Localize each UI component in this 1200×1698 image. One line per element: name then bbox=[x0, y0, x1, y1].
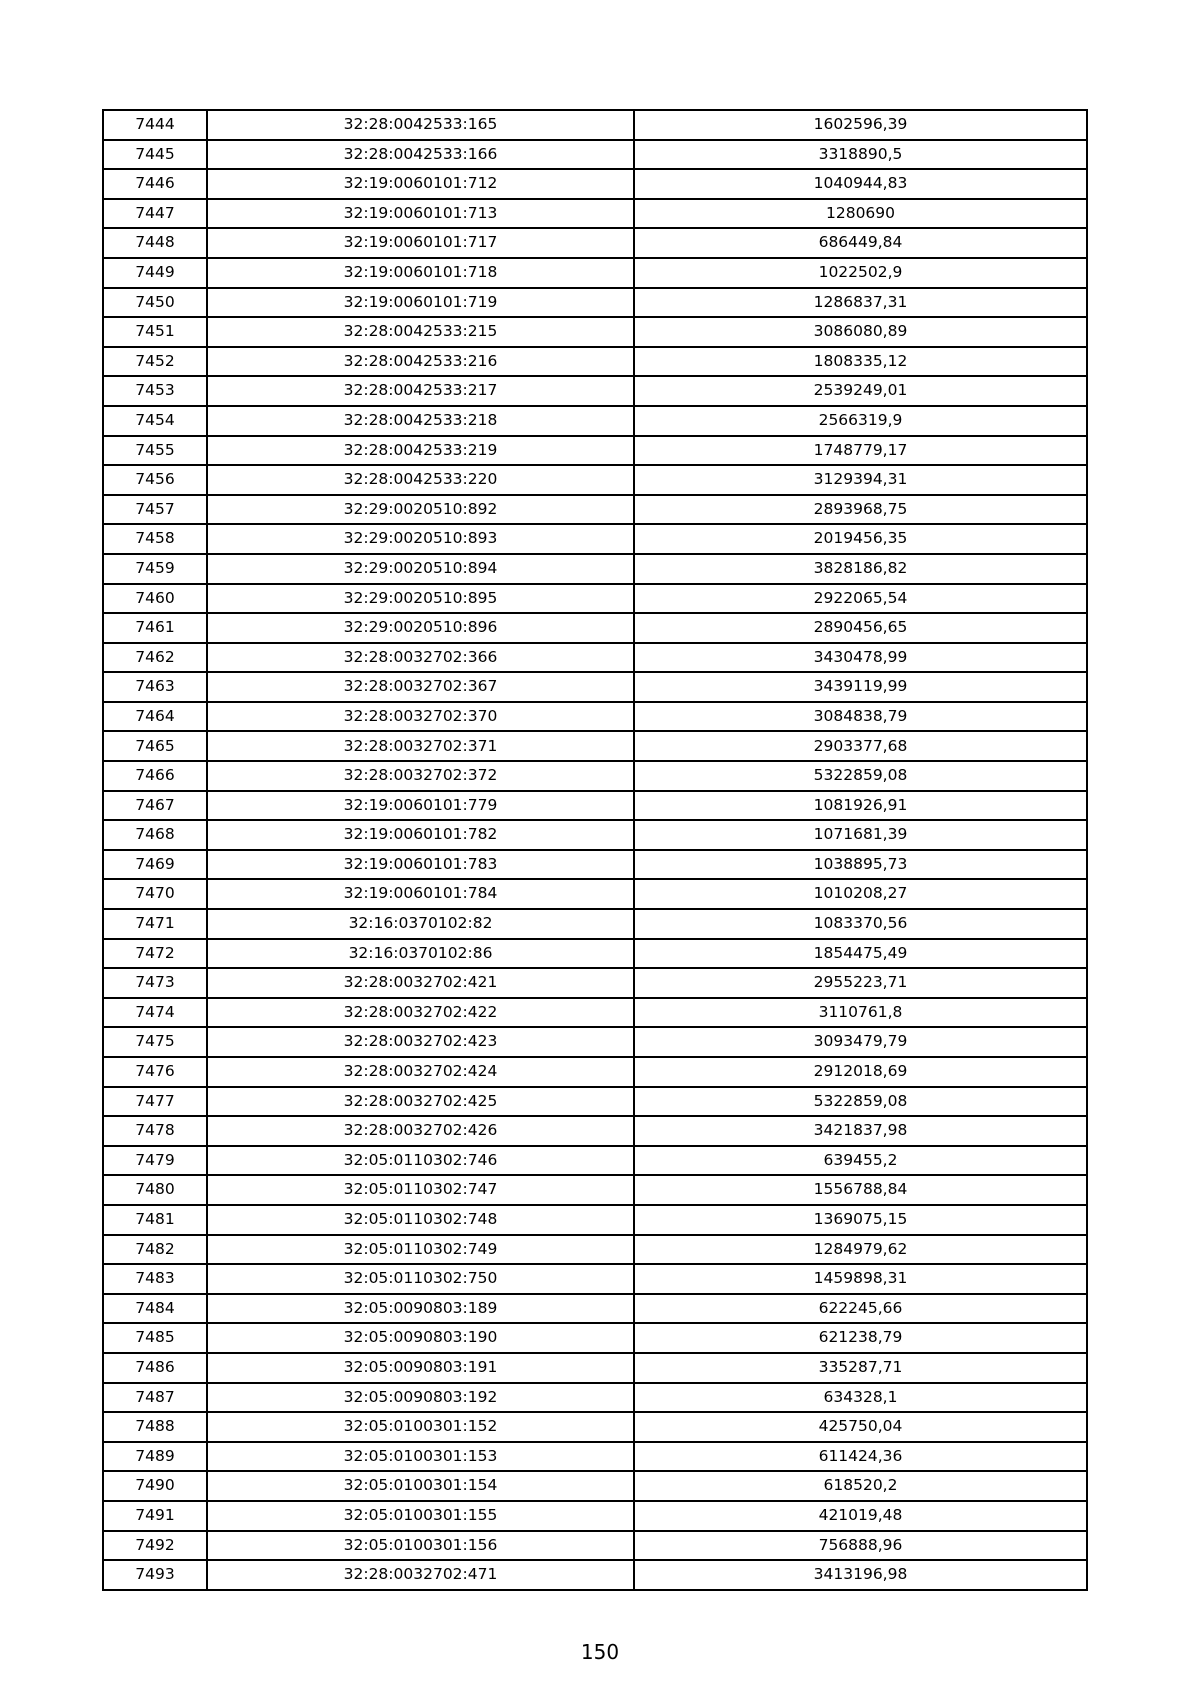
cadastral-number-cell: 32:28:0032702:372 bbox=[207, 761, 634, 791]
table-row bbox=[103, 939, 1087, 969]
value-cell: 1010208,27 bbox=[634, 879, 1087, 909]
row-number-cell: 7481 bbox=[103, 1205, 207, 1235]
table-row bbox=[103, 169, 1087, 199]
cadastral-number-cell: 32:05:0110302:746 bbox=[207, 1146, 634, 1176]
table-row bbox=[103, 1087, 1087, 1117]
table-row bbox=[103, 1501, 1087, 1531]
table-row bbox=[103, 761, 1087, 791]
row-number-cell: 7452 bbox=[103, 347, 207, 377]
value-cell: 634328,1 bbox=[634, 1383, 1087, 1413]
table-row bbox=[103, 1471, 1087, 1501]
table-row bbox=[103, 228, 1087, 258]
row-number-cell: 7471 bbox=[103, 909, 207, 939]
table-row bbox=[103, 850, 1087, 880]
cadastral-number-cell: 32:28:0032702:367 bbox=[207, 672, 634, 702]
row-number-cell: 7479 bbox=[103, 1146, 207, 1176]
table-row bbox=[103, 820, 1087, 850]
row-number-cell: 7444 bbox=[103, 110, 207, 140]
value-cell: 611424,36 bbox=[634, 1442, 1087, 1472]
cadastral-number-cell: 32:19:0060101:717 bbox=[207, 228, 634, 258]
value-cell: 1556788,84 bbox=[634, 1175, 1087, 1205]
cadastral-number-cell: 32:05:0110302:750 bbox=[207, 1264, 634, 1294]
cadastral-number-cell: 32:19:0060101:712 bbox=[207, 169, 634, 199]
value-cell: 5322859,08 bbox=[634, 761, 1087, 791]
cadastral-number-cell: 32:28:0032702:371 bbox=[207, 731, 634, 761]
cadastral-number-cell: 32:05:0090803:192 bbox=[207, 1383, 634, 1413]
row-number-cell: 7469 bbox=[103, 850, 207, 880]
value-cell: 1071681,39 bbox=[634, 820, 1087, 850]
table-row bbox=[103, 584, 1087, 614]
cadastral-number-cell: 32:05:0100301:156 bbox=[207, 1531, 634, 1561]
cadastral-number-cell: 32:28:0042533:219 bbox=[207, 436, 634, 466]
table-row bbox=[103, 347, 1087, 377]
row-number-cell: 7475 bbox=[103, 1027, 207, 1057]
row-number-cell: 7465 bbox=[103, 731, 207, 761]
value-cell: 3421837,98 bbox=[634, 1116, 1087, 1146]
row-number-cell: 7484 bbox=[103, 1294, 207, 1324]
cadastral-number-cell: 32:05:0110302:747 bbox=[207, 1175, 634, 1205]
table-row bbox=[103, 554, 1087, 584]
table-row bbox=[103, 140, 1087, 170]
row-number-cell: 7478 bbox=[103, 1116, 207, 1146]
value-cell: 1081926,91 bbox=[634, 791, 1087, 821]
cadastral-number-cell: 32:19:0060101:718 bbox=[207, 258, 634, 288]
row-number-cell: 7480 bbox=[103, 1175, 207, 1205]
cadastral-number-cell: 32:05:0100301:152 bbox=[207, 1412, 634, 1442]
table-row bbox=[103, 465, 1087, 495]
cadastral-number-cell: 32:05:0100301:155 bbox=[207, 1501, 634, 1531]
value-cell: 3084838,79 bbox=[634, 702, 1087, 732]
row-number-cell: 7488 bbox=[103, 1412, 207, 1442]
table-row bbox=[103, 110, 1087, 140]
cadastral-number-cell: 32:28:0032702:423 bbox=[207, 1027, 634, 1057]
cadastral-number-cell: 32:29:0020510:896 bbox=[207, 613, 634, 643]
cadastral-number-cell: 32:28:0042533:220 bbox=[207, 465, 634, 495]
cadastral-number-cell: 32:28:0042533:165 bbox=[207, 110, 634, 140]
table-row bbox=[103, 258, 1087, 288]
row-number-cell: 7486 bbox=[103, 1353, 207, 1383]
cadastral-number-cell: 32:28:0042533:217 bbox=[207, 376, 634, 406]
row-number-cell: 7474 bbox=[103, 998, 207, 1028]
row-number-cell: 7485 bbox=[103, 1323, 207, 1353]
row-number-cell: 7482 bbox=[103, 1235, 207, 1265]
cadastral-number-cell: 32:28:0032702:424 bbox=[207, 1057, 634, 1087]
value-cell: 1083370,56 bbox=[634, 909, 1087, 939]
value-cell: 2912018,69 bbox=[634, 1057, 1087, 1087]
row-number-cell: 7468 bbox=[103, 820, 207, 850]
cadastral-number-cell: 32:29:0020510:895 bbox=[207, 584, 634, 614]
table-row bbox=[103, 1323, 1087, 1353]
cadastral-number-cell: 32:05:0110302:749 bbox=[207, 1235, 634, 1265]
row-number-cell: 7467 bbox=[103, 791, 207, 821]
table-row bbox=[103, 1294, 1087, 1324]
cadastral-number-cell: 32:29:0020510:892 bbox=[207, 495, 634, 525]
row-number-cell: 7460 bbox=[103, 584, 207, 614]
table-row bbox=[103, 672, 1087, 702]
cadastral-number-cell: 32:29:0020510:893 bbox=[207, 524, 634, 554]
value-cell: 618520,2 bbox=[634, 1471, 1087, 1501]
table-row bbox=[103, 1205, 1087, 1235]
value-cell: 3129394,31 bbox=[634, 465, 1087, 495]
table-row bbox=[103, 495, 1087, 525]
table-row bbox=[103, 1383, 1087, 1413]
row-number-cell: 7489 bbox=[103, 1442, 207, 1472]
cadastral-number-cell: 32:19:0060101:713 bbox=[207, 199, 634, 229]
row-number-cell: 7491 bbox=[103, 1501, 207, 1531]
row-number-cell: 7472 bbox=[103, 939, 207, 969]
value-cell: 1369075,15 bbox=[634, 1205, 1087, 1235]
table-row bbox=[103, 613, 1087, 643]
cadastral-number-cell: 32:19:0060101:783 bbox=[207, 850, 634, 880]
row-number-cell: 7473 bbox=[103, 968, 207, 998]
cadastral-number-cell: 32:05:0100301:153 bbox=[207, 1442, 634, 1472]
value-cell: 2539249,01 bbox=[634, 376, 1087, 406]
row-number-cell: 7455 bbox=[103, 436, 207, 466]
value-cell: 2955223,71 bbox=[634, 968, 1087, 998]
value-cell: 756888,96 bbox=[634, 1531, 1087, 1561]
cadastral-number-cell: 32:05:0090803:189 bbox=[207, 1294, 634, 1324]
value-cell: 1808335,12 bbox=[634, 347, 1087, 377]
value-cell: 1748779,17 bbox=[634, 436, 1087, 466]
table-row bbox=[103, 1057, 1087, 1087]
table-row bbox=[103, 524, 1087, 554]
table-row bbox=[103, 731, 1087, 761]
value-cell: 1284979,62 bbox=[634, 1235, 1087, 1265]
cadastral-value-table bbox=[102, 109, 1088, 1591]
cadastral-number-cell: 32:29:0020510:894 bbox=[207, 554, 634, 584]
value-cell: 3828186,82 bbox=[634, 554, 1087, 584]
cadastral-number-cell: 32:19:0060101:719 bbox=[207, 288, 634, 318]
table-row bbox=[103, 879, 1087, 909]
row-number-cell: 7476 bbox=[103, 1057, 207, 1087]
cadastral-number-cell: 32:05:0100301:154 bbox=[207, 1471, 634, 1501]
value-cell: 3439119,99 bbox=[634, 672, 1087, 702]
cadastral-number-cell: 32:19:0060101:779 bbox=[207, 791, 634, 821]
cadastral-number-cell: 32:28:0042533:166 bbox=[207, 140, 634, 170]
value-cell: 1040944,83 bbox=[634, 169, 1087, 199]
value-cell: 1038895,73 bbox=[634, 850, 1087, 880]
cadastral-number-cell: 32:28:0032702:370 bbox=[207, 702, 634, 732]
row-number-cell: 7457 bbox=[103, 495, 207, 525]
table-row bbox=[103, 199, 1087, 229]
value-cell: 621238,79 bbox=[634, 1323, 1087, 1353]
table-row bbox=[103, 1146, 1087, 1176]
cadastral-number-cell: 32:28:0042533:218 bbox=[207, 406, 634, 436]
table-row bbox=[103, 1175, 1087, 1205]
cadastral-number-cell: 32:16:0370102:82 bbox=[207, 909, 634, 939]
table-row bbox=[103, 791, 1087, 821]
table-row bbox=[103, 376, 1087, 406]
table-body bbox=[103, 110, 1087, 1590]
table-row bbox=[103, 909, 1087, 939]
table-row bbox=[103, 288, 1087, 318]
cadastral-number-cell: 32:05:0110302:748 bbox=[207, 1205, 634, 1235]
cadastral-number-cell: 32:28:0032702:426 bbox=[207, 1116, 634, 1146]
row-number-cell: 7458 bbox=[103, 524, 207, 554]
value-cell: 3413196,98 bbox=[634, 1560, 1087, 1590]
cadastral-number-cell: 32:05:0090803:191 bbox=[207, 1353, 634, 1383]
cadastral-number-cell: 32:28:0032702:366 bbox=[207, 643, 634, 673]
value-cell: 2566319,9 bbox=[634, 406, 1087, 436]
table-row bbox=[103, 1264, 1087, 1294]
value-cell: 639455,2 bbox=[634, 1146, 1087, 1176]
row-number-cell: 7451 bbox=[103, 317, 207, 347]
value-cell: 622245,66 bbox=[634, 1294, 1087, 1324]
row-number-cell: 7450 bbox=[103, 288, 207, 318]
row-number-cell: 7492 bbox=[103, 1531, 207, 1561]
cadastral-number-cell: 32:19:0060101:784 bbox=[207, 879, 634, 909]
cadastral-number-cell: 32:28:0032702:425 bbox=[207, 1087, 634, 1117]
table-row bbox=[103, 1116, 1087, 1146]
table-row bbox=[103, 406, 1087, 436]
row-number-cell: 7464 bbox=[103, 702, 207, 732]
value-cell: 3086080,89 bbox=[634, 317, 1087, 347]
row-number-cell: 7462 bbox=[103, 643, 207, 673]
page-number: 150 bbox=[580, 1640, 620, 1664]
value-cell: 1854475,49 bbox=[634, 939, 1087, 969]
value-cell: 1280690 bbox=[634, 199, 1087, 229]
value-cell: 686449,84 bbox=[634, 228, 1087, 258]
row-number-cell: 7463 bbox=[103, 672, 207, 702]
row-number-cell: 7453 bbox=[103, 376, 207, 406]
table-row bbox=[103, 1027, 1087, 1057]
table-row bbox=[103, 702, 1087, 732]
row-number-cell: 7459 bbox=[103, 554, 207, 584]
value-cell: 2903377,68 bbox=[634, 731, 1087, 761]
value-cell: 3110761,8 bbox=[634, 998, 1087, 1028]
table-row bbox=[103, 317, 1087, 347]
value-cell: 421019,48 bbox=[634, 1501, 1087, 1531]
cadastral-number-cell: 32:05:0090803:190 bbox=[207, 1323, 634, 1353]
value-cell: 5322859,08 bbox=[634, 1087, 1087, 1117]
cadastral-number-cell: 32:16:0370102:86 bbox=[207, 939, 634, 969]
row-number-cell: 7483 bbox=[103, 1264, 207, 1294]
cadastral-number-cell: 32:19:0060101:782 bbox=[207, 820, 634, 850]
table-row bbox=[103, 1235, 1087, 1265]
row-number-cell: 7454 bbox=[103, 406, 207, 436]
table-row bbox=[103, 968, 1087, 998]
table-row bbox=[103, 643, 1087, 673]
value-cell: 1022502,9 bbox=[634, 258, 1087, 288]
value-cell: 1602596,39 bbox=[634, 110, 1087, 140]
cadastral-number-cell: 32:28:0042533:215 bbox=[207, 317, 634, 347]
value-cell: 2890456,65 bbox=[634, 613, 1087, 643]
value-cell: 1459898,31 bbox=[634, 1264, 1087, 1294]
row-number-cell: 7448 bbox=[103, 228, 207, 258]
value-cell: 1286837,31 bbox=[634, 288, 1087, 318]
value-cell: 335287,71 bbox=[634, 1353, 1087, 1383]
value-cell: 2019456,35 bbox=[634, 524, 1087, 554]
cadastral-number-cell: 32:28:0032702:422 bbox=[207, 998, 634, 1028]
table-row bbox=[103, 1531, 1087, 1561]
row-number-cell: 7445 bbox=[103, 140, 207, 170]
value-cell: 425750,04 bbox=[634, 1412, 1087, 1442]
value-cell: 2893968,75 bbox=[634, 495, 1087, 525]
cadastral-number-cell: 32:28:0032702:471 bbox=[207, 1560, 634, 1590]
row-number-cell: 7456 bbox=[103, 465, 207, 495]
row-number-cell: 7470 bbox=[103, 879, 207, 909]
row-number-cell: 7477 bbox=[103, 1087, 207, 1117]
row-number-cell: 7490 bbox=[103, 1471, 207, 1501]
table-row bbox=[103, 1412, 1087, 1442]
value-cell: 3318890,5 bbox=[634, 140, 1087, 170]
row-number-cell: 7493 bbox=[103, 1560, 207, 1590]
value-cell: 3430478,99 bbox=[634, 643, 1087, 673]
value-cell: 2922065,54 bbox=[634, 584, 1087, 614]
table-row bbox=[103, 1353, 1087, 1383]
table-row bbox=[103, 998, 1087, 1028]
row-number-cell: 7461 bbox=[103, 613, 207, 643]
row-number-cell: 7449 bbox=[103, 258, 207, 288]
cadastral-number-cell: 32:28:0032702:421 bbox=[207, 968, 634, 998]
row-number-cell: 7487 bbox=[103, 1383, 207, 1413]
value-cell: 3093479,79 bbox=[634, 1027, 1087, 1057]
table-row bbox=[103, 1442, 1087, 1472]
cadastral-number-cell: 32:28:0042533:216 bbox=[207, 347, 634, 377]
row-number-cell: 7466 bbox=[103, 761, 207, 791]
row-number-cell: 7446 bbox=[103, 169, 207, 199]
table-row bbox=[103, 436, 1087, 466]
row-number-cell: 7447 bbox=[103, 199, 207, 229]
table-row bbox=[103, 1560, 1087, 1590]
